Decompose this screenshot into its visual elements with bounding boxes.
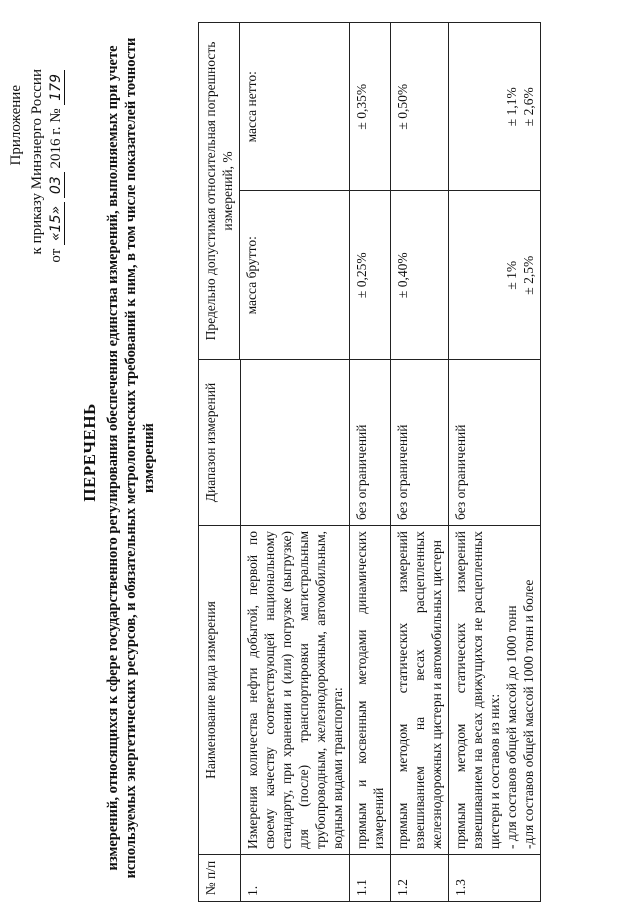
- order-date-line: [48, 70, 65, 263]
- row-1-3-sub-2: -для составов общей массой 1000 тонн и более: [520, 579, 536, 849]
- header-name: Наименование вида измерения: [199, 526, 241, 855]
- row-1-2-net: ± 0,50%: [390, 23, 448, 192]
- gross-label: масса брутто:: [240, 191, 349, 360]
- net-label: масса нетто:: [240, 23, 349, 192]
- row-1-1-name: прямым и косвенным методами динамических измерений: [349, 526, 390, 855]
- row-1-3-gross-2: ± 2,5%: [520, 255, 536, 295]
- row-1-number: 1.: [240, 855, 349, 902]
- row-1-2-number: 1.2: [390, 855, 448, 902]
- row-1-1-number: 1.1: [349, 855, 390, 902]
- row-1-3-range: без ограничений: [448, 360, 540, 526]
- handwritten-day: «15»: [48, 202, 65, 245]
- row-1-1-gross: ± 0,25%: [349, 191, 390, 360]
- table-row: [240, 23, 349, 902]
- row-1-2-range: без ограничений: [390, 360, 448, 526]
- handwritten-month: 03: [48, 172, 65, 198]
- row-1-3-name: [448, 526, 540, 855]
- date-year: 2016 г. №: [48, 108, 64, 169]
- row-1-3-sub-1: - для составов общей массой до 1000 тонн: [503, 605, 519, 849]
- row-1-3-net: [448, 23, 540, 192]
- row-1-3-name-main: прямым методом статических измерений взвешиванием на весах движущихся не расцепленных цистерн и составов из них:: [452, 531, 502, 849]
- row-1-name: Измерения количества нефти добытой, первой по своему качеству соответствующей национальному стандарту, при хранении и (или) погрузке (выгрузке) для (после) транспортировки магистральным трубопроводным, железнодорожным, автомобильным, водным видами транспорта:: [240, 526, 349, 855]
- document-subtitle: измерений, относящихся к сфере государственного регулирования обеспечения единства измерений, выполняемых при учете используемых энергетических ресурсов, и обязательных метрологических требований к ним, в том числе показателей точности измерений: [105, 37, 157, 879]
- date-prefix: от: [48, 248, 64, 263]
- handwritten-number: 179: [48, 70, 65, 105]
- row-1-range: [240, 360, 349, 526]
- row-1-2-gross: ± 0,40%: [390, 191, 448, 360]
- header-error: Предельно допустимая относительная погрешность измерений, %: [199, 23, 240, 360]
- row-1-2-name: прямым методом статических измерений взвешиванием на весах расцепленных железнодорожных цистерн и автомобильных цистерн: [390, 526, 448, 855]
- row-1-3-number: 1.3: [448, 855, 540, 902]
- appendix-order-line: к приказу Минэнерго России: [29, 69, 45, 255]
- header-range: Диапазон измерений: [199, 360, 241, 526]
- row-1-3-net-1: ± 1,1%: [503, 87, 519, 127]
- header-number: № п/п: [199, 855, 241, 902]
- document-title: ПЕРЕЧЕНЬ: [80, 403, 99, 502]
- measurements-table: [198, 22, 541, 902]
- table-header-row: [199, 23, 240, 902]
- appendix-title: Приложение: [8, 85, 24, 166]
- table-row: [448, 23, 540, 902]
- row-1-3-net-2: ± 2,6%: [520, 87, 536, 127]
- row-1-3-gross-1: ± 1%: [503, 260, 519, 290]
- row-1-1-net: ± 0,35%: [349, 23, 390, 192]
- table-row: [349, 23, 390, 902]
- row-1-1-range: без ограничений: [349, 360, 390, 526]
- table-row: [390, 23, 448, 902]
- row-1-3-gross: [448, 191, 540, 360]
